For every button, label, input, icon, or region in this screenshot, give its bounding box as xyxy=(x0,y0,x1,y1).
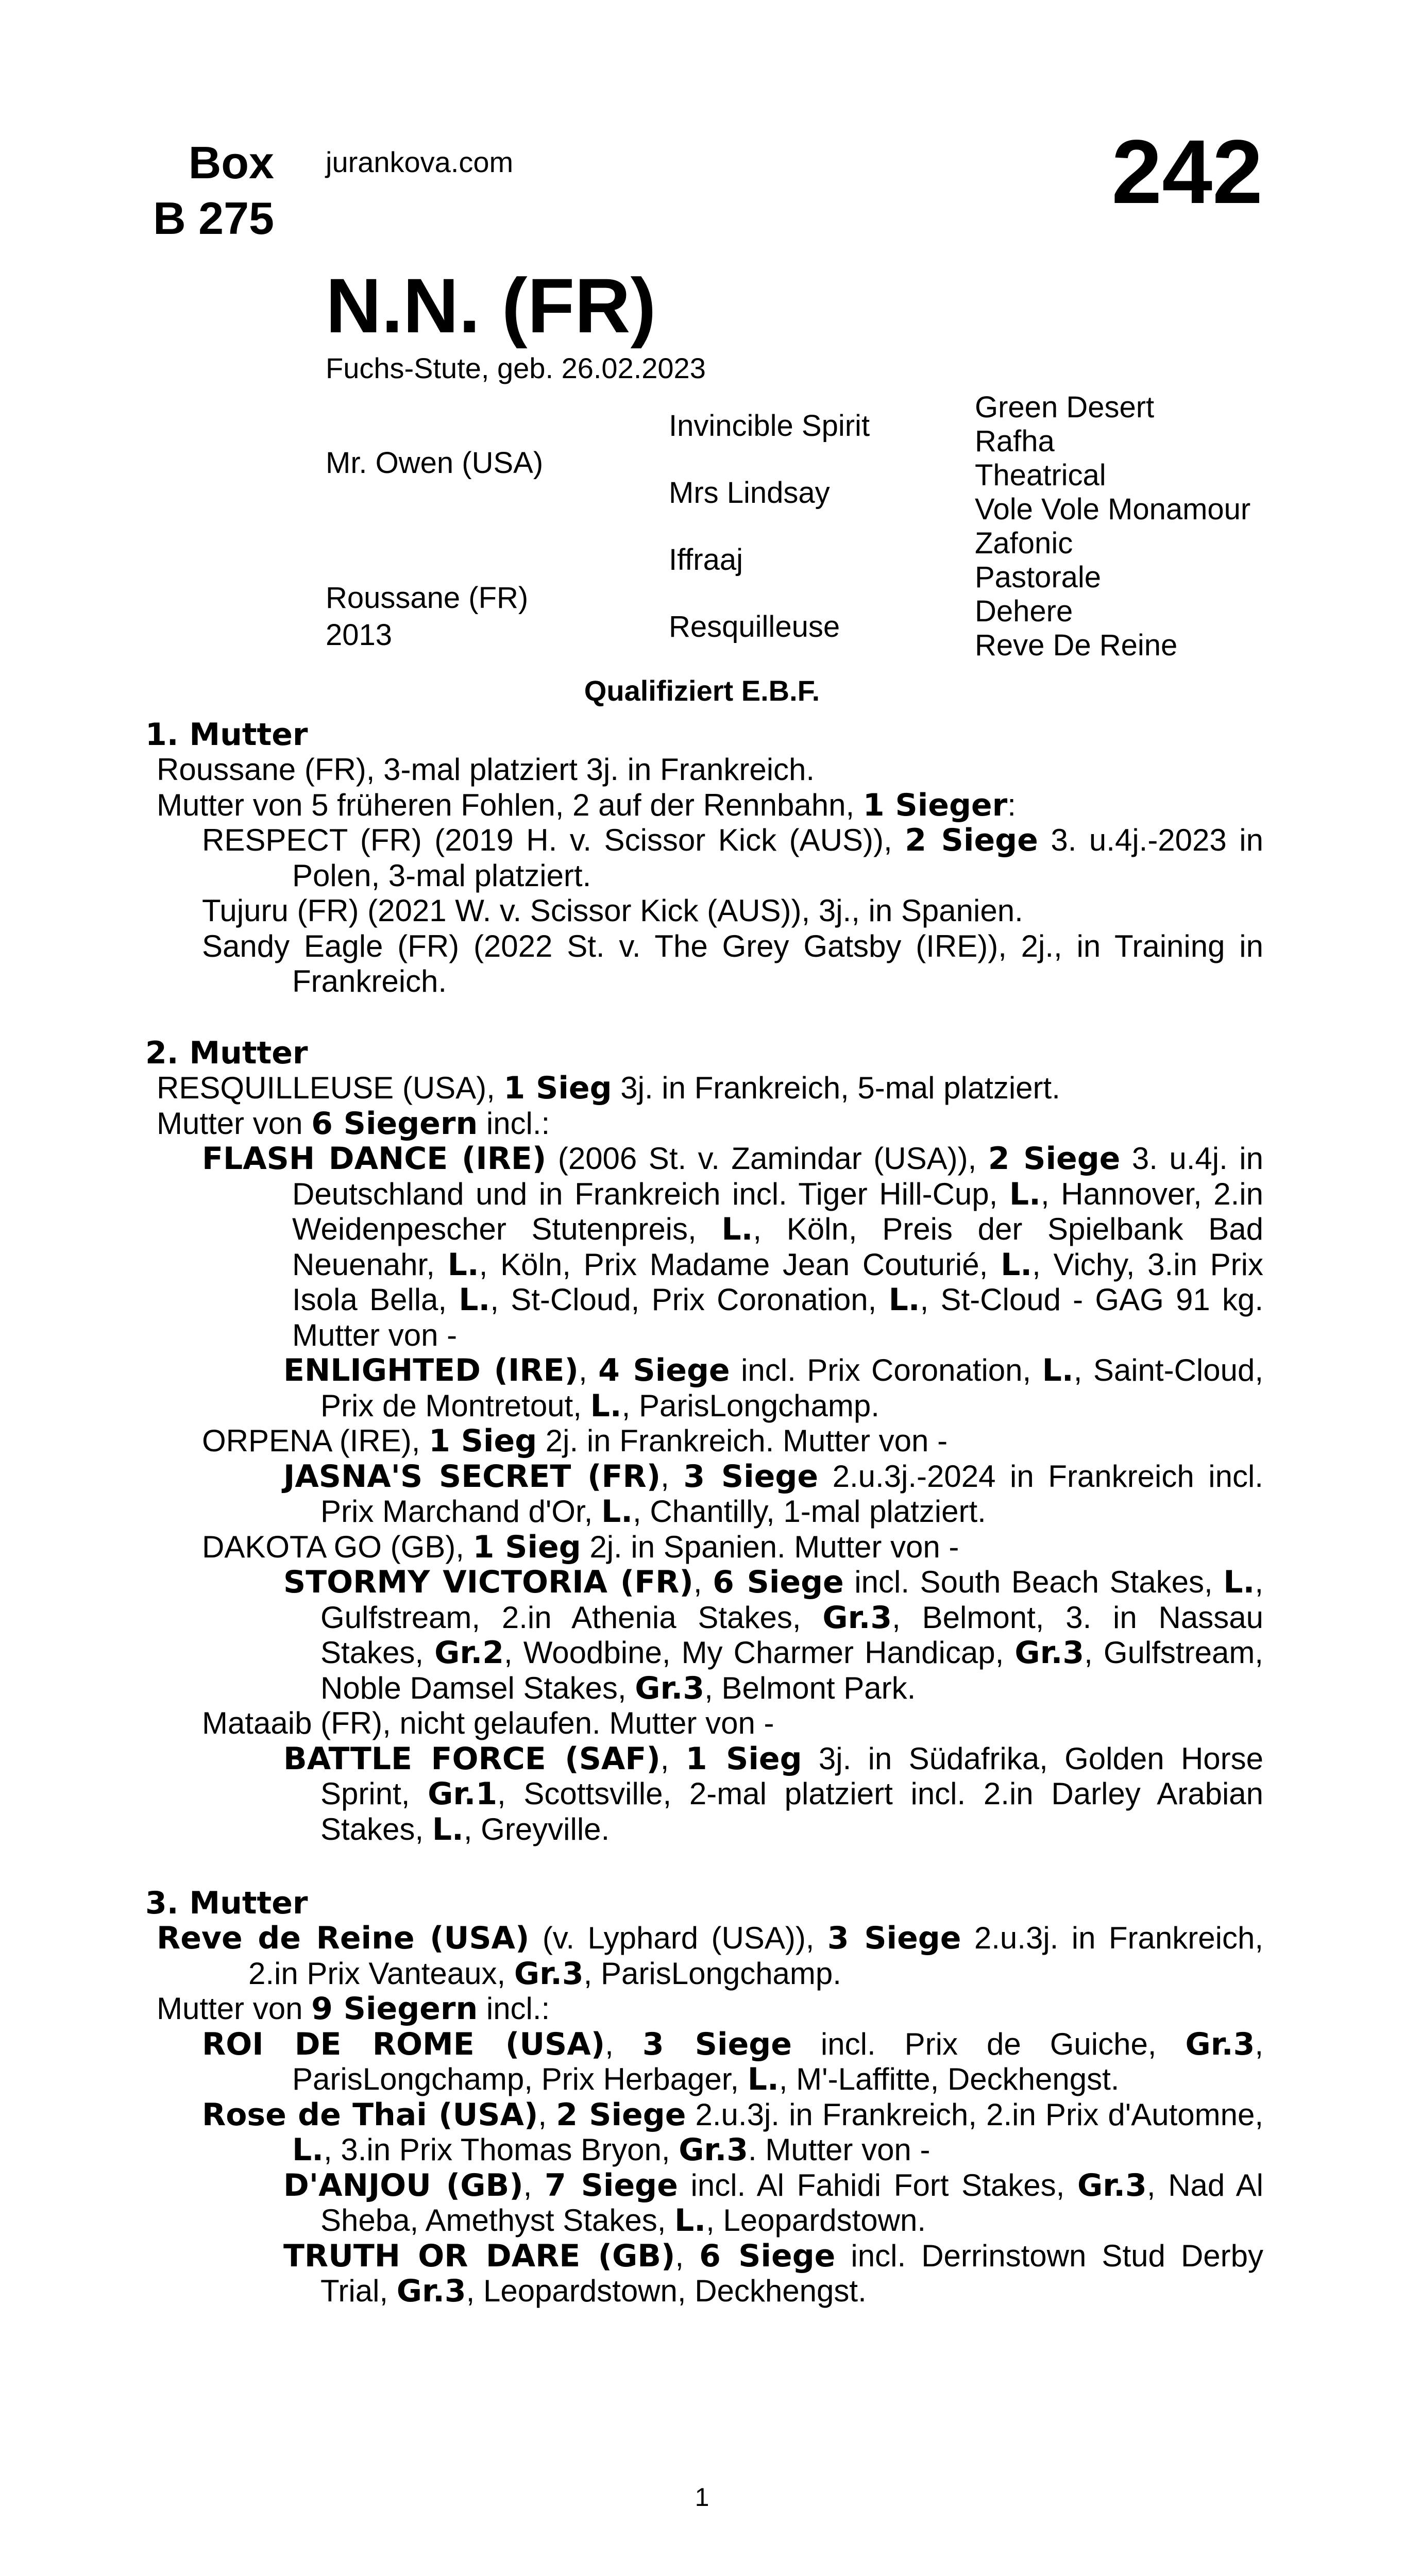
bold-text: Gr.3 xyxy=(1014,1635,1085,1671)
family-entry xyxy=(145,1141,1263,1353)
text: , Gulfstream, Noble Damsel Stakes, xyxy=(320,1635,1263,1705)
text: , xyxy=(578,1353,599,1387)
text: , Saint-Cloud, Prix de Montretout, xyxy=(320,1353,1263,1423)
bold-text: L. xyxy=(590,1387,622,1424)
bold-text: 2 Siege xyxy=(988,1141,1121,1177)
section-title: 2. Mutter xyxy=(145,1035,308,1071)
pedigree-g3-item: Green Desert xyxy=(975,391,1155,424)
family-entry xyxy=(145,1423,1263,1459)
bold-text: L. xyxy=(1001,1246,1033,1283)
horse-description: Fuchs-Stute, geb. 26.02.2023 xyxy=(326,352,706,384)
family-entry xyxy=(145,1991,1263,2027)
bold-text: L. xyxy=(888,1282,920,1318)
text: , ParisLongchamp. xyxy=(583,1956,841,1991)
text: RESPECT (FR) (2019 H. v. Scissor Kick (AUS)), xyxy=(202,823,905,857)
text: 2.u.3j.-2024 in Frankreich incl. Prix Marchand d'Or, xyxy=(320,1459,1263,1529)
pedigree-dam-dam: Resquilleuse xyxy=(669,610,840,643)
text: , 3.in Prix Thomas Bryon, xyxy=(324,2132,679,2167)
section-third-dam xyxy=(145,1886,1263,2309)
bold-text: Gr.3 xyxy=(679,2132,749,2168)
family-entry xyxy=(145,2239,1263,2309)
text: incl. Al Fahidi Fort Stakes, xyxy=(678,2167,1077,2202)
family-entry xyxy=(145,929,1263,999)
bold-text: L. xyxy=(1042,1352,1074,1388)
text: 3j. in Südafrika, Golden Horse Sprint, xyxy=(320,1741,1263,1811)
text: , ParisLongchamp, Prix Herbager, xyxy=(292,2026,1263,2096)
pedigree-g3-item: Vole Vole Monamour xyxy=(975,493,1251,526)
bold-text: 3 Siege xyxy=(683,1458,819,1495)
family-entry xyxy=(145,2097,1263,2168)
text: 2j. in Spanien. Mutter von - xyxy=(581,1529,959,1564)
pedigree-sire: Mr. Owen (USA) xyxy=(326,446,544,480)
text: , Belmont, 3. in Nassau Stakes, xyxy=(320,1600,1263,1670)
text: , Hannover, 2.in Weidenpescher Stutenpreis, xyxy=(292,1176,1264,1246)
pedigree-dam-year: 2013 xyxy=(326,618,393,652)
box-label xyxy=(145,135,274,246)
family-entry xyxy=(145,1530,1263,1565)
pedigree-sire-sire: Invincible Spirit xyxy=(669,409,870,443)
pedigree-g3-item: Rafha xyxy=(975,425,1055,458)
text: , Vichy, 3.in Prix Isola Bella, xyxy=(292,1247,1263,1317)
bold-text: Gr.3 xyxy=(396,2273,466,2309)
section-second-dam xyxy=(145,1036,1263,1847)
text: , Chantilly, 1-mal platziert. xyxy=(633,1494,986,1529)
bold-text: Gr.3 xyxy=(1185,2026,1255,2062)
text: , xyxy=(693,1565,713,1599)
bold-text: 3 Siege xyxy=(827,1920,961,1956)
family-entry xyxy=(145,893,1263,929)
bold-text: STORMY VICTORIA (FR) xyxy=(283,1564,693,1600)
text: Roussane (FR), 3-mal platziert 3j. in Frankreich. xyxy=(157,752,815,787)
text: Mutter von xyxy=(157,1106,312,1141)
text: , Greyville. xyxy=(463,1811,610,1846)
text: 3. u.4j.-2023 in Polen, 3-mal platziert. xyxy=(292,823,1264,893)
text: , M'-Laffitte, Deckhengst. xyxy=(779,2062,1120,2096)
text: incl. Prix de Guiche, xyxy=(791,2026,1186,2061)
family-entry xyxy=(145,1106,1263,1142)
bold-text: 6 Siege xyxy=(699,2238,836,2274)
text: , Gulfstream, 2.in Athenia Stakes, xyxy=(320,1565,1263,1635)
bold-text: Gr.3 xyxy=(514,1955,584,1992)
bold-text: 1 Sieger xyxy=(862,787,1008,823)
text: 2.u.3j. in Frankreich, 2.in Prix Vanteaux, xyxy=(248,1921,1263,1991)
text: 3. u.4j. in Deutschland und in Frankreich incl. Tiger Hill-Cup, xyxy=(292,1141,1263,1211)
bold-text: 4 Siege xyxy=(598,1352,730,1388)
text: : xyxy=(1007,787,1016,822)
bold-text: L. xyxy=(1223,1564,1255,1600)
bold-text: L. xyxy=(747,2061,779,2097)
text: , St-Cloud, Prix Coronation, xyxy=(490,1282,889,1317)
text: incl.: xyxy=(478,1991,550,2026)
section-title: 3. Mutter xyxy=(145,1885,308,1921)
box-label-line2: B 275 xyxy=(153,193,274,244)
text: ORPENA (IRE), xyxy=(202,1423,429,1458)
family-entry xyxy=(145,1706,1263,1741)
family-entry xyxy=(145,823,1263,893)
bold-text: 1 Sieg xyxy=(429,1423,537,1459)
text: (2006 St. v. Zamindar (USA)), xyxy=(546,1141,988,1176)
text: (v. Lyphard (USA)), xyxy=(529,1921,827,1955)
text: DAKOTA GO (GB), xyxy=(202,1529,473,1564)
bold-text: 3 Siege xyxy=(642,2026,792,2062)
bold-text: ROI DE ROME (USA) xyxy=(202,2026,605,2062)
bold-text: 1 Sieg xyxy=(685,1740,802,1777)
text: Mutter von 5 früheren Fohlen, 2 auf der Rennbahn, xyxy=(157,787,863,822)
pedigree-g3-item: Theatrical xyxy=(975,459,1106,492)
text: 3j. in Frankreich, 5-mal platziert. xyxy=(612,1071,1060,1105)
text: , Scottsville, 2-mal platziert incl. 2.in Darley Arabian Stakes, xyxy=(320,1776,1264,1846)
page-number: 1 xyxy=(695,2483,709,2512)
family-entry xyxy=(145,1565,1263,1706)
horse-name: N.N. (FR) xyxy=(326,262,656,349)
bold-text: JASNA'S SECRET (FR) xyxy=(283,1458,661,1495)
section-first-dam xyxy=(145,717,1263,999)
text: incl.: xyxy=(478,1106,550,1141)
text: . Mutter von - xyxy=(748,2132,931,2167)
text: 2.u.3j. in Frankreich, 2.in Prix d'Automne, xyxy=(686,2097,1264,2132)
bold-text: 6 Siege xyxy=(713,1564,844,1600)
family-entry xyxy=(145,788,1263,823)
bold-text: Gr.3 xyxy=(635,1670,705,1706)
pedigree-generation3 xyxy=(975,391,1250,663)
pedigree-dam-sire: Iffraaj xyxy=(669,543,743,577)
bold-text: FLASH DANCE (IRE) xyxy=(202,1141,547,1177)
text: , xyxy=(523,2167,545,2202)
family-entry xyxy=(145,1921,1263,1991)
qualification: Qualifiziert E.B.F. xyxy=(584,674,820,707)
text: incl. South Beach Stakes, xyxy=(843,1565,1224,1599)
text: , Köln, Prix Madame Jean Couturié, xyxy=(479,1247,1001,1282)
text: incl. Derrinstown Stud Derby Trial, xyxy=(320,2238,1263,2308)
bold-text: Gr.1 xyxy=(428,1776,497,1812)
text: , xyxy=(605,2026,642,2061)
text: , xyxy=(661,1459,684,1494)
bold-text: 9 Siegern xyxy=(311,1991,478,2027)
pedigree-g3-item: Dehere xyxy=(975,595,1073,628)
lot-number: 242 xyxy=(1111,122,1263,223)
text: , xyxy=(675,2238,700,2273)
bold-text: Reve de Reine (USA) xyxy=(157,1920,530,1956)
bold-text: L. xyxy=(459,1282,490,1318)
bold-text: L. xyxy=(721,1211,753,1247)
bold-text: Gr.3 xyxy=(1077,2167,1147,2204)
section-title: 1. Mutter xyxy=(145,717,308,753)
bold-text: TRUTH OR DARE (GB) xyxy=(283,2238,675,2274)
box-label-line1: Box xyxy=(188,137,274,188)
text: Mutter von xyxy=(157,1991,312,2026)
text: Tujuru (FR) (2021 W. v. Scissor Kick (AUS)), 3j., in Spanien. xyxy=(202,893,1023,928)
website[interactable]: jurankova.com xyxy=(326,146,514,178)
bold-text: L. xyxy=(601,1494,633,1530)
text: , Belmont Park. xyxy=(704,1670,916,1705)
family-entry xyxy=(145,752,1263,788)
family-entry xyxy=(145,1459,1263,1530)
text: , Leopardstown. xyxy=(706,2203,926,2238)
bold-text: 1 Sieg xyxy=(503,1070,612,1106)
text: , xyxy=(660,1741,686,1776)
bold-text: D'ANJOU (GB) xyxy=(283,2167,523,2204)
bold-text: Gr.3 xyxy=(822,1599,892,1636)
pedigree-sire-dam: Mrs Lindsay xyxy=(669,476,830,510)
text: , Köln, Preis der Spielbank Bad Neuenahr, xyxy=(292,1212,1264,1282)
bold-text: 2 Siege xyxy=(556,2096,686,2133)
text: , Leopardstown, Deckhengst. xyxy=(466,2274,867,2308)
pedigree-dam: Roussane (FR) xyxy=(326,581,529,615)
text: , xyxy=(538,2097,556,2132)
text: incl. Prix Coronation, xyxy=(730,1353,1042,1387)
text: , Nad Al Sheba, Amethyst Stakes, xyxy=(320,2167,1264,2238)
pedigree-g3-item: Zafonic xyxy=(975,527,1073,560)
bold-text: 6 Siegern xyxy=(311,1105,478,1142)
bold-text: BATTLE FORCE (SAF) xyxy=(283,1740,661,1777)
bold-text: L. xyxy=(1009,1176,1041,1212)
text: , St-Cloud - GAG 91 kg. Mutter von - xyxy=(292,1282,1264,1352)
family-entry xyxy=(145,2168,1263,2239)
text: , Woodbine, My Charmer Handicap, xyxy=(504,1635,1015,1670)
bold-text: Rose de Thai (USA) xyxy=(202,2096,538,2133)
bold-text: L. xyxy=(447,1246,479,1283)
family-entry xyxy=(145,1071,1263,1106)
text: Mataaib (FR), nicht gelaufen. Mutter von - xyxy=(202,1706,774,1740)
bold-text: 7 Siege xyxy=(545,2167,678,2204)
bold-text: L. xyxy=(432,1811,464,1848)
bold-text: 2 Siege xyxy=(905,822,1038,858)
bold-text: Gr.2 xyxy=(434,1635,504,1671)
bold-text: ENLIGHTED (IRE) xyxy=(283,1352,579,1388)
text: RESQUILLEUSE (USA), xyxy=(157,1071,504,1105)
pedigree-g3-item: Reve De Reine xyxy=(975,629,1178,662)
family-entry xyxy=(145,1741,1263,1848)
text: Sandy Eagle (FR) (2022 St. v. The Grey Gatsby (IRE)), 2j., in Training in Frankreich. xyxy=(202,928,1263,998)
text: 2j. in Frankreich. Mutter von - xyxy=(537,1423,948,1458)
pedigree-g3-item: Pastorale xyxy=(975,561,1102,594)
family-entry xyxy=(145,1353,1263,1423)
text: , ParisLongchamp. xyxy=(621,1388,879,1423)
bold-text: L. xyxy=(292,2132,324,2168)
bold-text: 1 Sieg xyxy=(472,1529,581,1565)
bold-text: L. xyxy=(674,2202,706,2239)
family-entry xyxy=(145,2027,1263,2097)
